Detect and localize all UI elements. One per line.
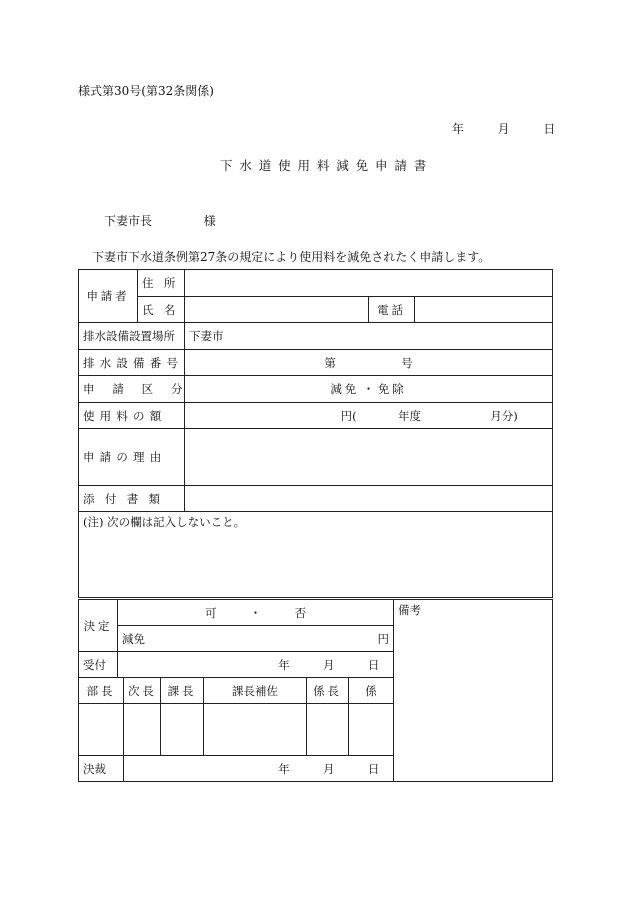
intro-text: 下妻市下水道条例第27条の規定により使用料を減免されたく申請します。 [92,250,491,264]
stamp-box-kacho-hosa[interactable] [204,704,307,756]
reduction-label: 減免 [122,631,145,646]
approval-label: 決裁 [79,756,124,782]
fee-year: 年度 [397,408,421,423]
category-reduction: 減免 [330,382,360,396]
attachment-label: 添付書類 [79,486,185,512]
received-month: 月 [323,657,335,672]
addressee-name: 下妻市長 [104,214,153,228]
office-note: (注) 次の欄は記入しないこと。 [79,512,553,598]
decision-result[interactable] [118,600,394,626]
remarks-label: 備考 [398,603,421,617]
stamp-label-bucho: 部長 [79,678,124,704]
attachment-field[interactable] [185,486,553,512]
approval-year: 年 [278,761,290,776]
location-field[interactable] [185,323,553,350]
addressee [104,212,216,229]
address-field[interactable] [185,270,553,297]
stamp-label-kacho-hosa: 課長補佐 [204,678,307,704]
received-date[interactable] [118,652,394,678]
stamp-box-bucho[interactable] [79,704,124,756]
received-label: 受付 [79,652,118,678]
received-year: 年 [278,657,290,672]
number-prefix: 第 [324,355,336,370]
category-field[interactable] [185,376,553,403]
stamp-label-kakaricho: 係長 [307,678,349,704]
approval-day: 日 [367,761,380,776]
phone-label: 電話 [369,297,415,323]
number-suffix: 号 [401,355,413,370]
fee-month: 月分) [490,408,518,423]
stamp-label-kacho: 課長 [161,678,204,704]
office-use-table [78,599,553,782]
category-dot: ・ [362,382,375,396]
stamp-label-jicho: 次長 [124,678,161,704]
reduction-amount[interactable] [118,626,394,652]
stamp-box-kacho[interactable] [161,704,204,756]
address-label: 住所 [138,270,185,297]
fee-field[interactable] [185,403,553,429]
name-field[interactable] [185,297,369,323]
remarks-box[interactable] [394,600,553,782]
honorific: 様 [203,214,216,228]
stamp-label-kakari: 係 [349,678,394,704]
stamp-box-kakari[interactable] [349,704,394,756]
name-label: 氏名 [138,297,185,323]
category-label: 申請区分 [79,376,185,403]
decision-dot: ・ [249,605,262,620]
equipment-number-field[interactable] [185,350,553,376]
fee-yen: 円( [340,408,357,423]
reduction-yen: 円 [377,631,389,646]
form-number: 様式第30号(第32条関係) [78,84,214,98]
approval-month: 月 [323,761,335,776]
reason-label: 申請の理由 [79,429,185,486]
reason-field[interactable] [185,429,553,486]
phone-field[interactable] [415,297,553,323]
received-day: 日 [367,657,380,672]
document-title: 下水道使用料減免申請書 [220,158,434,173]
date-day: 日 [543,122,556,136]
location-label: 排水設備設置場所 [79,323,185,350]
applicant-label: 申請者 [79,270,138,323]
equipment-number-label: 排水設備番号 [79,350,185,376]
category-exemption: 免除 [377,382,407,396]
approve-option: 可 [204,605,217,620]
application-table [78,269,553,598]
fee-label: 使用料の額 [79,403,185,429]
deny-option: 否 [294,605,307,620]
date-month: 月 [497,122,510,136]
approval-date[interactable] [124,756,394,782]
stamp-box-kakaricho[interactable] [307,704,349,756]
decision-label: 決定 [79,600,118,652]
date-year: 年 [452,122,465,136]
submission-date [452,120,555,137]
location-value: 下妻市 [189,329,224,343]
stamp-box-jicho[interactable] [124,704,161,756]
